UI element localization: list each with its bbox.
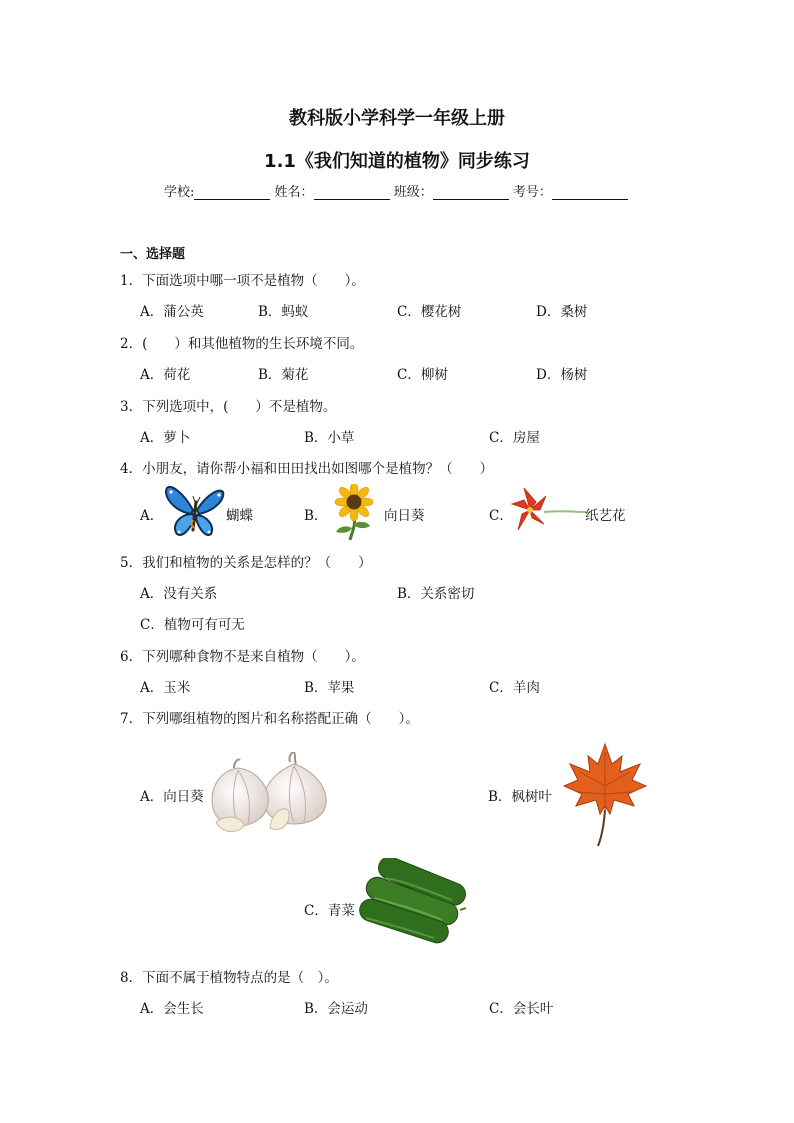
question-7-option-b[interactable]: B．枫树叶 xyxy=(488,789,552,805)
question-7-option-a[interactable]: A．向日葵 xyxy=(140,789,204,805)
question-8-option-a[interactable]: A．会生长 xyxy=(140,1001,204,1017)
question-8-stem: 8．下面不属于植物特点的是（ ）。 xyxy=(120,970,338,986)
question-7-stem: 7．下列哪组植物的图片和名称搭配正确（ ）。 xyxy=(120,711,419,727)
question-5-option-b[interactable]: B．关系密切 xyxy=(397,586,475,602)
page-title: 教科版小学科学一年级上册 xyxy=(289,108,505,129)
question-8-option-c[interactable]: C．会长叶 xyxy=(489,1001,554,1017)
class-field[interactable] xyxy=(433,185,509,200)
question-4-caption-a: 蝴蝶 xyxy=(226,508,253,524)
question-2-option-b[interactable]: B．菊花 xyxy=(258,367,309,383)
question-3-option-c[interactable]: C．房屋 xyxy=(489,430,540,446)
question-3-option-b[interactable]: B．小草 xyxy=(304,430,355,446)
question-2-stem: 2．( ）和其他植物的生长环境不同。 xyxy=(120,336,364,352)
question-7-option-c[interactable]: C．青菜 xyxy=(304,903,355,919)
question-6-option-c[interactable]: C．羊肉 xyxy=(489,680,540,696)
question-1-stem: 1．下面选项中哪一项不是植物（ ）。 xyxy=(120,273,365,289)
exam-number-label: 考号： xyxy=(512,185,552,200)
question-5-option-c[interactable]: C．植物可有可无 xyxy=(140,617,245,633)
school-field[interactable] xyxy=(194,185,270,200)
section-heading: 一、选择题 xyxy=(120,247,186,262)
class-label: 班级： xyxy=(393,185,433,200)
question-8-option-b[interactable]: B．会运动 xyxy=(304,1001,368,1017)
question-5-stem: 5．我们和植物的关系是怎样的？（ ） xyxy=(120,555,372,571)
question-2-option-c[interactable]: C．柳树 xyxy=(397,367,448,383)
name-field[interactable] xyxy=(314,185,390,200)
paper-flower-icon xyxy=(510,486,586,534)
sunflower-icon xyxy=(328,484,380,540)
exam-number-field[interactable] xyxy=(552,185,628,200)
question-6-option-a[interactable]: A．玉米 xyxy=(140,680,191,696)
question-1-option-a[interactable]: A．蒲公英 xyxy=(140,304,204,320)
student-info-line xyxy=(164,181,628,200)
question-6-stem: 6．下列哪种食物不是来自植物（ ）。 xyxy=(120,649,365,665)
question-1-option-b[interactable]: B．蚂蚁 xyxy=(258,304,309,320)
question-1-option-c[interactable]: C．樱花树 xyxy=(397,304,462,320)
question-4-caption-b: 向日葵 xyxy=(384,508,425,524)
question-4-option-a[interactable]: A． xyxy=(140,508,164,524)
question-4-option-c[interactable]: C． xyxy=(489,508,513,524)
cucumber-icon xyxy=(356,858,470,952)
question-5-option-a[interactable]: A．没有关系 xyxy=(140,586,218,602)
school-label: 学校: xyxy=(164,185,195,200)
question-4-option-b[interactable]: B． xyxy=(304,508,328,524)
question-1-option-d[interactable]: D．桑树 xyxy=(536,304,588,320)
question-6-option-b[interactable]: B．苹果 xyxy=(304,680,355,696)
maple-leaf-icon xyxy=(562,742,648,848)
question-3-option-a[interactable]: A．萝卜 xyxy=(140,430,191,446)
butterfly-icon xyxy=(163,484,227,540)
question-2-option-a[interactable]: A．荷花 xyxy=(140,367,191,383)
question-4-caption-c: 纸艺花 xyxy=(585,508,626,524)
question-3-stem: 3．下列选项中，( ）不是植物。 xyxy=(120,399,337,415)
name-label: 姓名： xyxy=(274,185,314,200)
garlic-icon xyxy=(208,752,332,838)
question-2-option-d[interactable]: D．杨树 xyxy=(536,367,588,383)
question-4-stem: 4．小朋友，请你帮小福和田田找出如图哪个是植物？（ ） xyxy=(120,461,494,477)
page-subtitle: 1.1《我们知道的植物》同步练习 xyxy=(264,151,530,172)
